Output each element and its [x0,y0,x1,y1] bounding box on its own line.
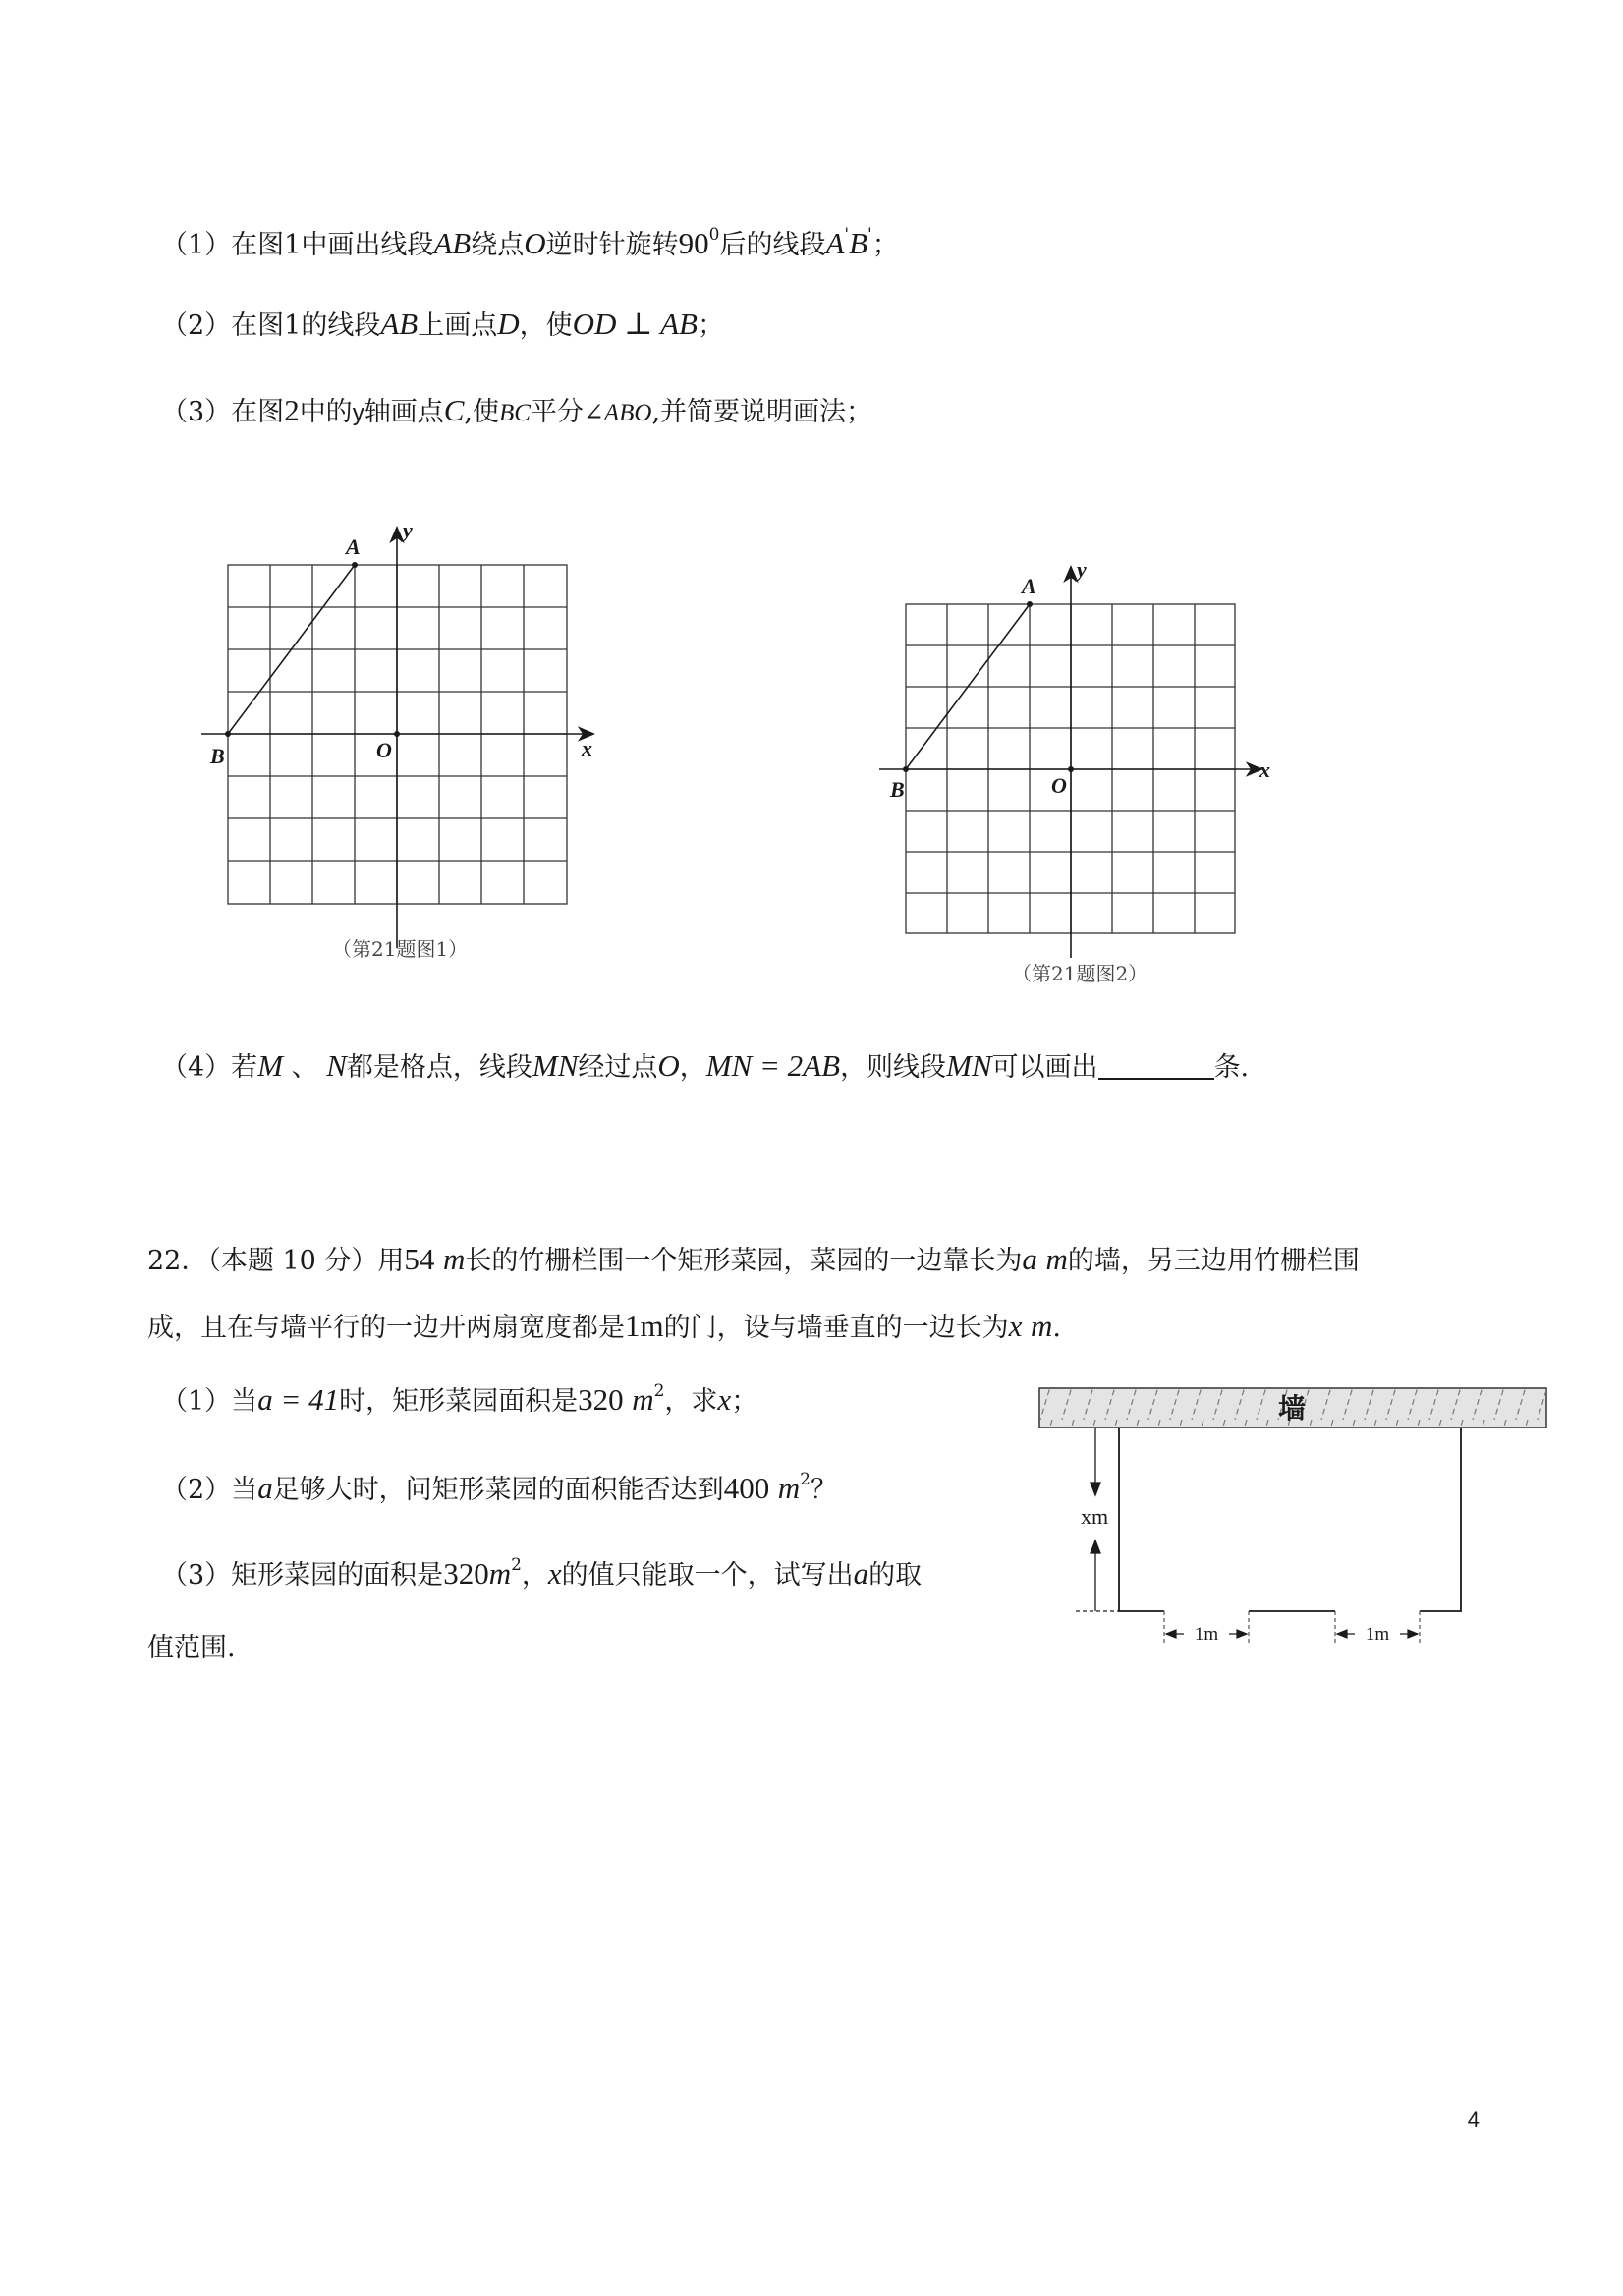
fig2-point-o [1068,766,1074,772]
figure-2 [874,555,1307,997]
fig1-point-o [394,731,400,737]
figure-1 [196,516,629,961]
fig1-caption: （第21题图1） [332,937,469,961]
q22-part2: （2）当a足够大时，问矩形菜园的面积能否达到400 $m^2$？ [161,1470,837,1505]
fig1-point-a [352,562,358,568]
fig1-point-b [225,731,231,737]
q21-part3: （3）在图2中的y轴画点C,使BC平分∠ABO,并简要说明画法； [161,393,873,427]
fig2-label-x: x [1259,757,1270,782]
wall [1039,1388,1546,1428]
q22-part1: （1）当a = 41时，矩形菜园面积是320 $m^2$，求x； [161,1381,758,1417]
fig1-label-a: A [346,534,361,559]
fig1-axes [201,528,593,948]
q22-part3-cont: 值范围. [147,1633,236,1663]
fig2-point-b [903,766,909,772]
fig2-label-b: B [890,777,905,802]
fig2-caption: （第21题图2） [1012,962,1148,985]
q22-part3: （3）矩形菜园的面积是$320m^2$，x的值只能取一个，试写出a的取 [161,1555,923,1591]
page-number: 4 [1467,2107,1480,2132]
q21-part4: （4）若M 、 N都是格点，线段MN经过点O，MN = 2AB，则线段MN可以画出 条. [161,1048,1250,1083]
q22-line2: 成，且在与墙平行的一边开两扇宽度都是1m的门，设与墙垂直的一边长为x m. [147,1309,1061,1343]
fig1-label-o: O [376,738,392,762]
q22-line1: 22．（本题 10 分）用54 m长的竹栅栏围一个矩形菜园，菜园的一边靠长为a m的墙，另三边用竹栅栏围 [147,1242,1360,1276]
fig1-label-b: B [210,744,225,768]
fig2-label-a: A [1022,574,1036,598]
door2-label: 1m [1365,1624,1390,1645]
fig2-label-o: O [1051,773,1067,798]
x-dimension-label: xm [1081,1504,1109,1529]
fig1-label-y: y [403,518,413,542]
fence [1119,1428,1461,1611]
wall-label: 墙 [1277,1392,1307,1425]
answer-blank [1098,1050,1214,1080]
fig2-label-y: y [1077,557,1087,582]
fig2-point-a [1027,601,1033,607]
fig1-label-x: x [582,736,592,760]
door1-label: 1m [1194,1624,1219,1645]
fig2-axes [879,567,1261,958]
q21-part1: （1）在图1中画出线段AB绕点O逆时针旋转$90^0$后的线段A'B'； [161,225,899,260]
q21-part2: （2）在图1的线段AB上画点D，使OD ⊥ AB； [161,307,724,341]
garden-diagram [1036,1380,1557,1665]
